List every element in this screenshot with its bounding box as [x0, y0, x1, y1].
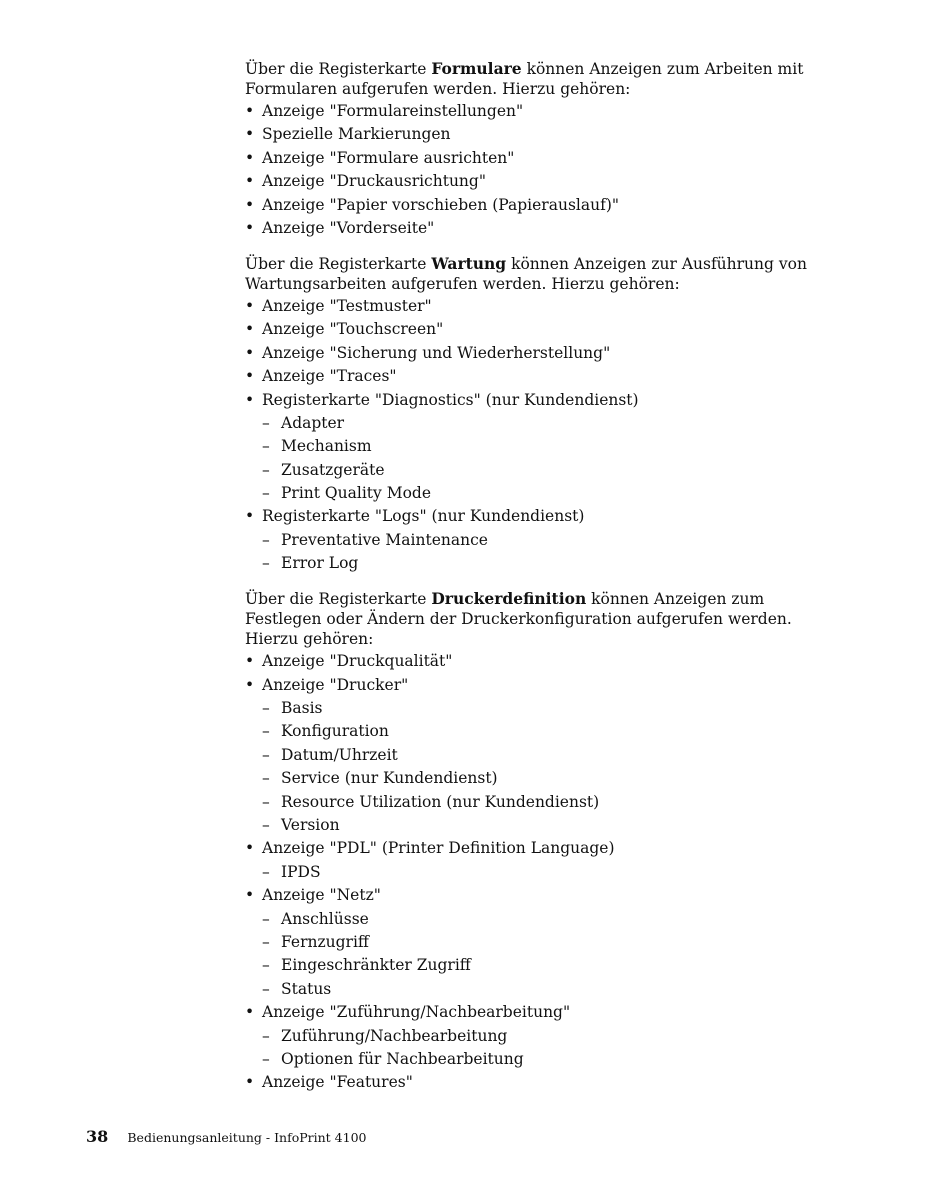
section — [245, 589, 845, 1092]
bullet-marker: • — [245, 839, 255, 858]
sub-list-item — [262, 530, 845, 550]
bullet-list — [245, 101, 845, 238]
bullet-list — [245, 651, 845, 1092]
sub-list-item — [262, 436, 845, 456]
tab-name: Druckerdefinition — [431, 589, 587, 609]
list-item — [245, 124, 845, 144]
sub-list-item-label: Konfiguration — [281, 722, 389, 741]
sub-list — [262, 862, 845, 882]
bullet-marker: • — [245, 218, 255, 237]
sub-list-item — [262, 745, 845, 765]
document-body — [245, 59, 845, 1108]
list-item-label: Anzeige "Drucker" — [262, 675, 409, 694]
sub-list-item-label: Adapter — [281, 413, 345, 432]
list-item — [245, 218, 845, 238]
sub-list-item-label: Service (nur Kundendienst) — [281, 769, 498, 788]
sub-list-item — [262, 862, 845, 882]
bullet-marker: • — [245, 886, 255, 905]
bullet-marker: • — [245, 343, 255, 362]
sub-list-item — [262, 413, 845, 433]
sub-list — [262, 1026, 845, 1069]
list-item — [245, 506, 845, 573]
sub-list-item — [262, 483, 845, 503]
tab-name: Wartung — [431, 253, 507, 273]
list-item — [245, 1072, 845, 1092]
dash-marker: – — [262, 554, 270, 573]
bullet-marker: • — [245, 195, 255, 214]
sub-list-item-label: Basis — [281, 699, 323, 718]
bullet-marker: • — [245, 172, 255, 191]
dash-marker: – — [262, 722, 270, 741]
sub-list-item — [262, 698, 845, 718]
sub-list-item-label: Eingeschränkter Zugriff — [281, 956, 471, 975]
bullet-marker: • — [245, 125, 255, 144]
list-item — [245, 885, 845, 999]
sub-list-item — [262, 1026, 845, 1046]
list-item — [245, 651, 845, 671]
section-intro — [245, 254, 845, 294]
bullet-marker: • — [245, 675, 255, 694]
sub-list — [262, 530, 845, 573]
sub-list-item-label: IPDS — [281, 862, 321, 881]
intro-text: können Anzeigen zur Ausführung von Wartungsarbeiten aufgerufen werden. Hierzu gehören: — [245, 254, 807, 293]
list-item — [245, 101, 845, 121]
list-item — [245, 148, 845, 168]
sub-list-item-label: Optionen für Nachbearbeitung — [281, 1049, 524, 1068]
sub-list-item — [262, 1049, 845, 1069]
bullet-list — [245, 296, 845, 573]
dash-marker: – — [262, 815, 270, 834]
footer-title: Bedienungsanleitung - InfoPrint 4100 — [127, 1130, 367, 1145]
bullet-marker: • — [245, 1003, 255, 1022]
dash-marker: – — [262, 484, 270, 503]
sub-list-item — [262, 768, 845, 788]
intro-text: Über die Registerkarte — [245, 590, 432, 609]
bullet-marker: • — [245, 1073, 255, 1092]
dash-marker: – — [262, 460, 270, 479]
dash-marker: – — [262, 979, 270, 998]
list-item — [245, 195, 845, 215]
sub-list — [262, 909, 845, 999]
list-item-label: Anzeige "Papier vorschieben (Papierauslauf)" — [262, 195, 619, 214]
intro-text: Über die Registerkarte — [245, 60, 432, 78]
list-item-label: Anzeige "Vorderseite" — [262, 218, 435, 237]
bullet-marker: • — [245, 296, 255, 315]
sub-list-item — [262, 909, 845, 929]
dash-marker: – — [262, 909, 270, 928]
dash-marker: – — [262, 413, 270, 432]
dash-marker: – — [262, 1049, 270, 1068]
dash-marker: – — [262, 530, 270, 549]
list-item — [245, 319, 845, 339]
dash-marker: – — [262, 745, 270, 764]
sub-list-item-label: Zusatzgeräte — [281, 460, 385, 479]
dash-marker: – — [262, 932, 270, 951]
list-item — [245, 1002, 845, 1069]
list-item-label: Anzeige "Testmuster" — [262, 296, 432, 315]
sub-list-item-label: Anschlüsse — [281, 909, 369, 928]
sub-list — [262, 413, 845, 503]
sub-list-item — [262, 721, 845, 741]
page-footer — [86, 1127, 366, 1146]
sub-list-item-label: Zuführung/Nachbearbeitung — [281, 1026, 508, 1045]
list-item-label: Registerkarte "Logs" (nur Kundendienst) — [262, 507, 585, 526]
list-item-label: Anzeige "Netz" — [262, 886, 381, 905]
list-item-label: Anzeige "PDL" (Printer Definition Language) — [262, 839, 615, 858]
sub-list-item-label: Version — [281, 815, 340, 834]
list-item-label: Anzeige "Druckqualität" — [262, 652, 453, 671]
list-item — [245, 838, 845, 881]
list-item-label: Registerkarte "Diagnostics" (nur Kundendienst) — [262, 390, 639, 409]
list-item — [245, 343, 845, 363]
list-item — [245, 675, 845, 835]
list-item-label: Anzeige "Zuführung/Nachbearbeitung" — [262, 1003, 571, 1022]
bullet-marker: • — [245, 652, 255, 671]
sub-list-item — [262, 955, 845, 975]
section — [245, 59, 845, 238]
list-item-label: Anzeige "Features" — [262, 1073, 413, 1092]
bullet-marker: • — [245, 148, 255, 167]
intro-text: können Anzeigen zum Festlegen oder Ändern der Druckerkonfiguration aufgerufen werden. Hierzu gehören: — [245, 590, 792, 649]
list-item-label: Anzeige "Traces" — [262, 367, 397, 386]
sub-list — [262, 698, 845, 835]
sub-list-item — [262, 979, 845, 999]
list-item-label: Anzeige "Formulare ausrichten" — [262, 148, 515, 167]
list-item-label: Anzeige "Druckausrichtung" — [262, 172, 486, 191]
tab-name: Formulare — [431, 59, 522, 78]
dash-marker: – — [262, 792, 270, 811]
list-item — [245, 171, 845, 191]
bullet-marker: • — [245, 102, 255, 120]
sub-list-item-label: Error Log — [281, 554, 359, 573]
list-item — [245, 366, 845, 386]
bullet-marker: • — [245, 320, 255, 339]
sub-list-item-label: Resource Utilization (nur Kundendienst) — [281, 792, 600, 811]
list-item-label: Anzeige "Sicherung und Wiederherstellung" — [262, 343, 611, 362]
sub-list-item — [262, 932, 845, 952]
sub-list-item-label: Datum/Uhrzeit — [281, 745, 398, 764]
dash-marker: – — [262, 956, 270, 975]
sub-list-item-label: Print Quality Mode — [281, 484, 431, 503]
list-item — [245, 296, 845, 316]
list-item-label: Anzeige "Touchscreen" — [262, 320, 444, 339]
dash-marker: – — [262, 1026, 270, 1045]
page-number: 38 — [86, 1127, 109, 1146]
list-item — [245, 390, 845, 504]
section-intro — [245, 59, 845, 99]
sub-list-item-label: Fernzugriff — [281, 932, 369, 951]
section — [245, 254, 845, 573]
bullet-marker: • — [245, 507, 255, 526]
sub-list-item-label: Status — [281, 979, 332, 998]
sub-list-item — [262, 553, 845, 573]
bullet-marker: • — [245, 367, 255, 386]
dash-marker: – — [262, 862, 270, 881]
intro-text: können Anzeigen zum Arbeiten mit Formularen aufgerufen werden. Hierzu gehören: — [245, 60, 804, 98]
sub-list-item — [262, 792, 845, 812]
sub-list-item-label: Mechanism — [281, 437, 372, 456]
bullet-marker: • — [245, 390, 255, 409]
dash-marker: – — [262, 769, 270, 788]
section-intro — [245, 589, 845, 649]
sub-list-item — [262, 815, 845, 835]
sub-list-item — [262, 460, 845, 480]
sub-list-item-label: Preventative Maintenance — [281, 530, 488, 549]
list-item-label: Anzeige "Formulareinstellungen" — [262, 102, 524, 120]
list-item-label: Spezielle Markierungen — [262, 125, 451, 144]
dash-marker: – — [262, 699, 270, 718]
intro-text: Über die Registerkarte — [245, 254, 432, 273]
dash-marker: – — [262, 437, 270, 456]
